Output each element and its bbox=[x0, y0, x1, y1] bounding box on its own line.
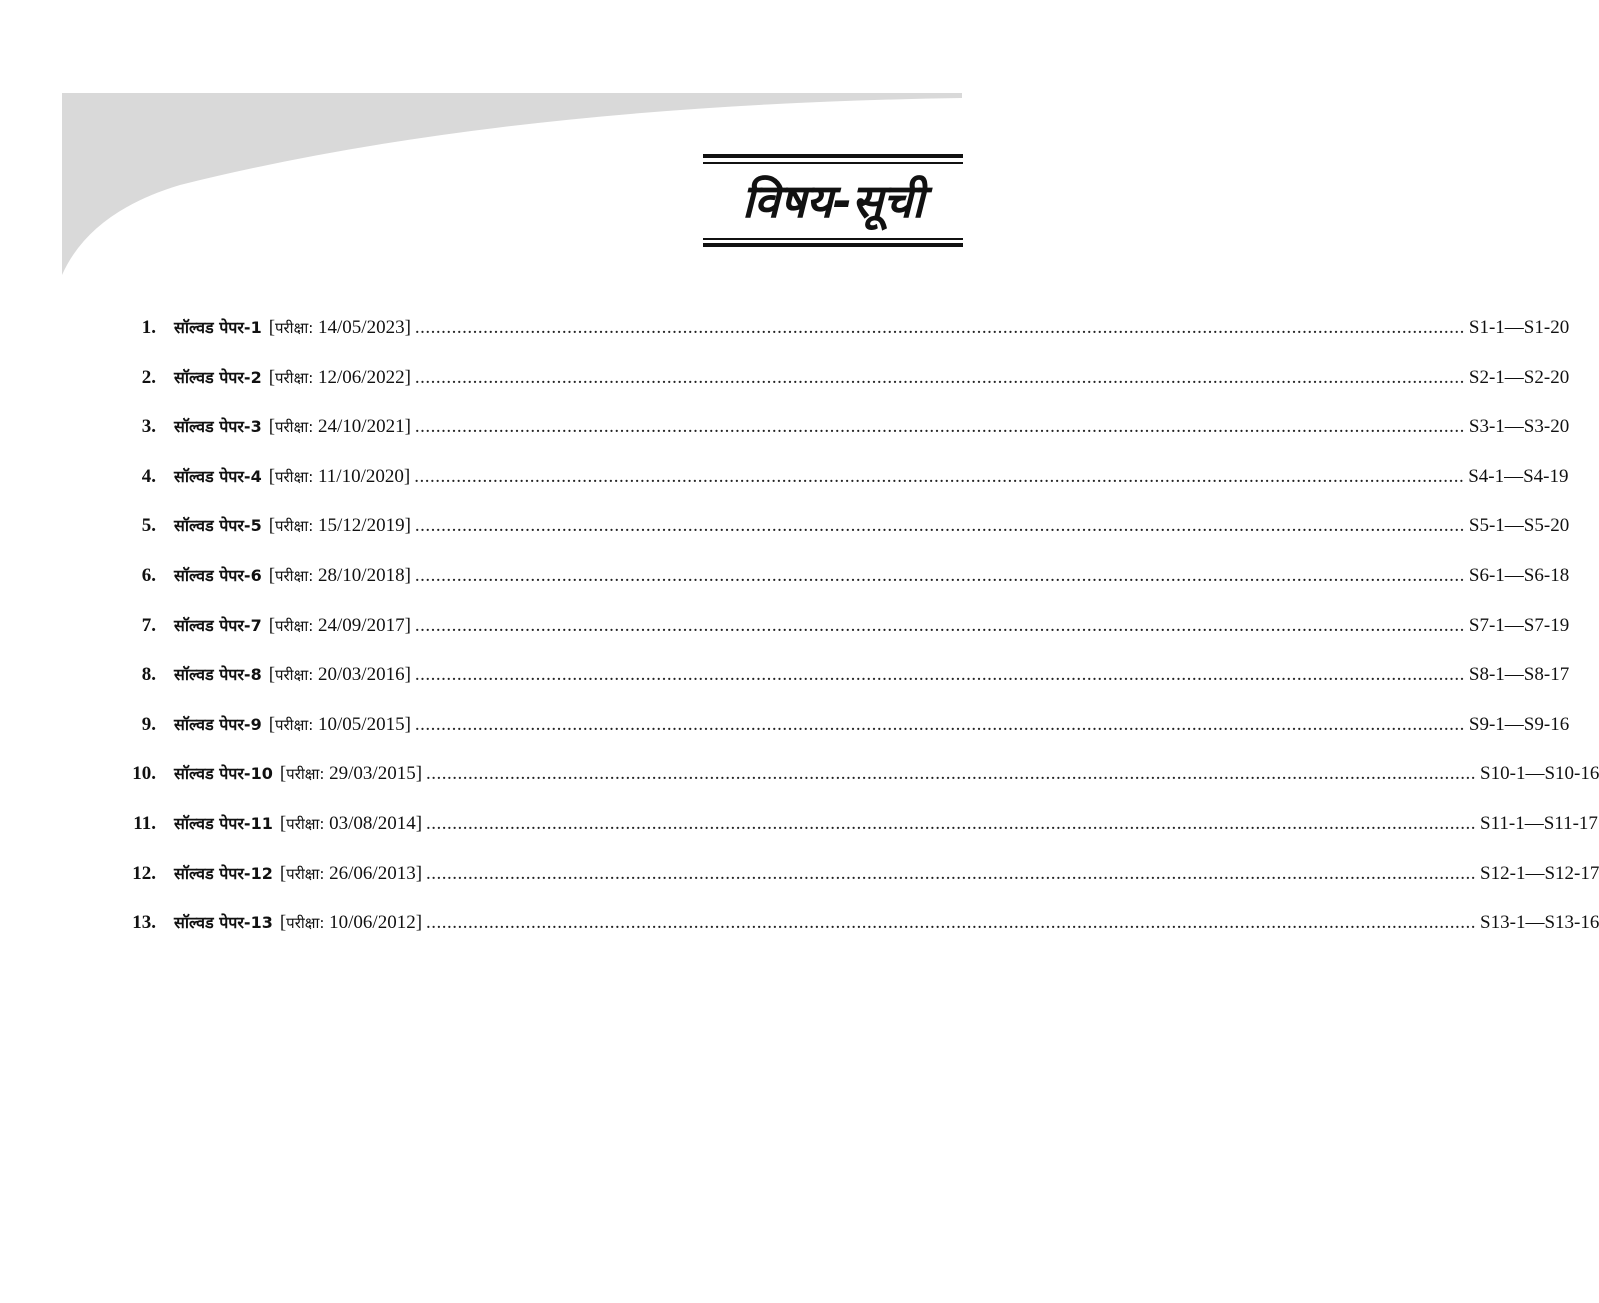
toc-entry-exam-info: [परीक्षा: 26/06/2013] bbox=[279, 862, 423, 884]
toc-entry-date: 28/10/2018 bbox=[318, 564, 405, 586]
toc-entry-exam-info: [परीक्षा: 28/10/2018] bbox=[268, 564, 411, 586]
toc-entry-number: 10. bbox=[132, 763, 156, 785]
toc-entry-leader-dots: ........................................................................................................................................................................................................ bbox=[414, 564, 1465, 586]
toc-entry-title: सॉल्वड पेपर-2 bbox=[174, 367, 262, 387]
toc-entry-number: 7. bbox=[141, 614, 156, 636]
title-block bbox=[703, 154, 963, 248]
toc-entry-number: 4. bbox=[141, 465, 156, 487]
toc-entry[interactable] bbox=[112, 465, 1569, 515]
title-rule-top-thick bbox=[703, 154, 963, 158]
toc-entry-leader-dots: ........................................................................................................................................................................................................ bbox=[414, 465, 1465, 487]
toc-entry-leader-dots: ........................................................................................................................................................................................................ bbox=[414, 416, 1465, 438]
toc-entry-exam-info: [परीक्षा: 03/08/2014] bbox=[279, 812, 423, 834]
toc-entry[interactable] bbox=[112, 415, 1570, 465]
toc-entry-date: 14/05/2023 bbox=[318, 317, 405, 338]
toc-entry-date: 24/09/2017 bbox=[318, 614, 405, 636]
toc-entry-date: 10/05/2015 bbox=[318, 713, 405, 735]
table-of-contents bbox=[112, 316, 1599, 961]
toc-entry-exam-label: परीक्षा: bbox=[275, 566, 314, 585]
toc-entry-exam-label: परीक्षा: bbox=[286, 864, 325, 883]
header-decoration bbox=[0, 0, 1024, 300]
toc-entry-exam-label: परीक्षा: bbox=[275, 368, 314, 387]
toc-entry-title: सॉल्वड पेपर-8 bbox=[174, 665, 262, 685]
toc-entry-pages: S5-1—S5-20 bbox=[1468, 515, 1570, 537]
title-rule-bottom-thin bbox=[703, 238, 963, 240]
toc-entry-date: 12/06/2022 bbox=[318, 366, 405, 388]
toc-entry-exam-label: परीक्षा: bbox=[275, 666, 314, 685]
toc-entry-pages: S9-1—S9-16 bbox=[1468, 713, 1570, 735]
toc-entry-title: सॉल्वड पेपर-13 bbox=[174, 913, 273, 933]
toc-entry-exam-label: परीक्षा: bbox=[286, 765, 325, 784]
toc-entry-number: 11. bbox=[133, 812, 156, 834]
toc-entry-date: 11/10/2020 bbox=[318, 465, 404, 487]
toc-entry[interactable] bbox=[112, 862, 1599, 912]
toc-entry-leader-dots: ........................................................................................................................................................................................................ bbox=[414, 317, 1465, 338]
toc-entry-title: सॉल्वड पेपर-12 bbox=[174, 863, 273, 883]
toc-entry-exam-label: परीक्षा: bbox=[286, 914, 325, 933]
toc-entry-exam-info: [परीक्षा: 29/03/2015] bbox=[279, 763, 423, 785]
toc-entry-exam-info: [परीक्षा: 20/03/2016] bbox=[268, 664, 411, 686]
toc-entry-number: 8. bbox=[141, 664, 156, 686]
toc-entry-leader-dots: ........................................................................................................................................................................................................ bbox=[426, 763, 1477, 785]
toc-entry-pages: S4-1—S4-19 bbox=[1468, 465, 1569, 487]
toc-entry-number: 5. bbox=[141, 515, 156, 537]
toc-entry-leader-dots: ........................................................................................................................................................................................................ bbox=[414, 713, 1465, 735]
title-rule-bottom-thick bbox=[703, 243, 963, 247]
toc-entry-date: 03/08/2014 bbox=[329, 812, 416, 834]
toc-entry-title: सॉल्वड पेपर-10 bbox=[174, 764, 273, 784]
toc-entry-leader-dots: ........................................................................................................................................................................................................ bbox=[414, 664, 1465, 686]
toc-entry-pages: S10-1—S10-16 bbox=[1480, 763, 1599, 785]
toc-entry[interactable] bbox=[112, 762, 1599, 812]
toc-entry-number: 6. bbox=[141, 564, 156, 586]
toc-entry-exam-info: [परीक्षा: 10/06/2012] bbox=[279, 912, 423, 934]
toc-entry[interactable] bbox=[112, 564, 1570, 614]
toc-entry-number: 13. bbox=[132, 912, 156, 934]
toc-entry[interactable] bbox=[112, 911, 1599, 961]
toc-entry-exam-info: [परीक्षा: 15/12/2019] bbox=[268, 515, 411, 537]
toc-entry-title: सॉल्वड पेपर-11 bbox=[174, 813, 273, 833]
toc-entry-pages: S12-1—S12-17 bbox=[1480, 862, 1599, 884]
toc-entry-exam-label: परीक्षा: bbox=[275, 616, 314, 635]
toc-entry-pages: S11-1—S11-17 bbox=[1480, 812, 1598, 834]
toc-entry-title: सॉल्वड पेपर-7 bbox=[174, 615, 262, 635]
toc-entry-date: 29/03/2015 bbox=[329, 763, 416, 785]
toc-entry-pages: S3-1—S3-20 bbox=[1468, 416, 1570, 438]
toc-entry[interactable] bbox=[112, 663, 1570, 713]
toc-entry-leader-dots: ........................................................................................................................................................................................................ bbox=[414, 614, 1465, 636]
toc-entry-number: 12. bbox=[132, 862, 156, 884]
toc-entry-title: सॉल्वड पेपर-1 bbox=[174, 318, 262, 337]
toc-entry-pages: S2-1—S2-20 bbox=[1468, 366, 1570, 388]
toc-entry-number: 9. bbox=[141, 713, 156, 735]
toc-entry-number: 3. bbox=[141, 416, 156, 438]
toc-entry-title: सॉल्वड पेपर-4 bbox=[174, 466, 262, 486]
toc-entry-title: सॉल्वड पेपर-6 bbox=[174, 565, 262, 585]
toc-entry-date: 10/06/2012 bbox=[329, 912, 416, 934]
toc-entry-title: सॉल्वड पेपर-5 bbox=[174, 516, 262, 536]
toc-entry-title: सॉल्वड पेपर-3 bbox=[174, 417, 262, 437]
toc-entry[interactable] bbox=[112, 366, 1570, 416]
toc-entry[interactable] bbox=[112, 514, 1570, 564]
toc-entry-pages: S1-1—S1-20 bbox=[1468, 317, 1570, 338]
page-title: विषय-सूची bbox=[741, 174, 925, 228]
toc-entry-number: 1. bbox=[141, 317, 156, 338]
toc-entry-leader-dots: ........................................................................................................................................................................................................ bbox=[426, 912, 1477, 934]
toc-entry-exam-info: [परीक्षा: 10/05/2015] bbox=[268, 713, 411, 735]
toc-entry[interactable] bbox=[112, 614, 1570, 664]
toc-entry-leader-dots: ........................................................................................................................................................................................................ bbox=[414, 366, 1465, 388]
toc-entry-exam-info: [परीक्षा: 12/06/2022] bbox=[268, 366, 411, 388]
toc-entry-exam-info: [परीक्षा: 24/09/2017] bbox=[268, 614, 411, 636]
toc-entry-pages: S7-1—S7-19 bbox=[1468, 614, 1570, 636]
toc-entry-date: 24/10/2021 bbox=[318, 416, 405, 438]
toc-entry-pages: S8-1—S8-17 bbox=[1468, 664, 1570, 686]
toc-entry-exam-info: [परीक्षा: 24/10/2021] bbox=[268, 416, 411, 438]
toc-entry-date: 26/06/2013 bbox=[329, 862, 416, 884]
toc-entry-exam-label: परीक्षा: bbox=[275, 715, 314, 734]
toc-entry-number: 2. bbox=[141, 366, 156, 388]
toc-entry[interactable] bbox=[112, 812, 1598, 862]
toc-entry-date: 15/12/2019 bbox=[318, 515, 405, 537]
toc-entry-exam-label: परीक्षा: bbox=[275, 319, 314, 337]
toc-entry-exam-label: परीक्षा: bbox=[275, 418, 314, 437]
toc-entry-exam-label: परीक्षा: bbox=[286, 814, 325, 833]
toc-entry-leader-dots: ........................................................................................................................................................................................................ bbox=[426, 812, 1477, 834]
toc-entry-title: सॉल्वड पेपर-9 bbox=[174, 714, 262, 734]
toc-entry[interactable] bbox=[112, 713, 1570, 763]
toc-entry-pages: S6-1—S6-18 bbox=[1468, 564, 1570, 586]
toc-entry-leader-dots: ........................................................................................................................................................................................................ bbox=[426, 862, 1477, 884]
toc-entry-pages: S13-1—S13-16 bbox=[1480, 912, 1599, 934]
toc-entry-date: 20/03/2016 bbox=[318, 664, 405, 686]
toc-entry-exam-label: परीक्षा: bbox=[275, 467, 314, 486]
title-rule-top-thin bbox=[703, 162, 963, 164]
toc-entry-exam-info: [परीक्षा: 14/05/2023] bbox=[268, 317, 411, 338]
toc-entry-leader-dots: ........................................................................................................................................................................................................ bbox=[414, 515, 1465, 537]
toc-entry[interactable] bbox=[112, 316, 1570, 366]
toc-entry-exam-info: [परीक्षा: 11/10/2020] bbox=[268, 465, 411, 487]
toc-entry-exam-label: परीक्षा: bbox=[275, 517, 314, 536]
